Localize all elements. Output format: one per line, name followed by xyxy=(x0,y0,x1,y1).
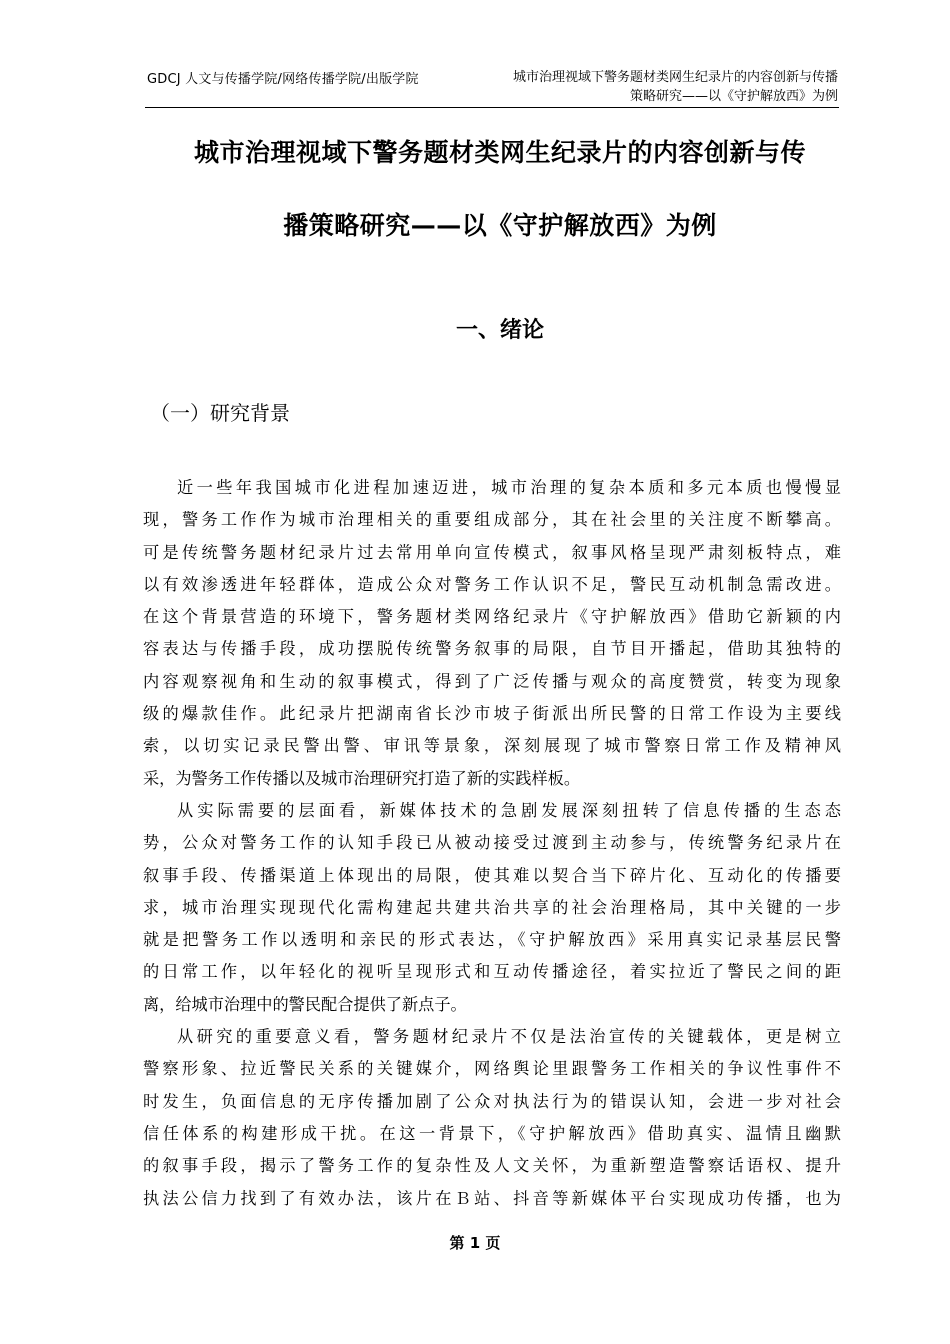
paragraph-line: 现，警务工作作为城市治理相关的重要组成部分，其在社会里的关注度不断攀高。 xyxy=(143,510,841,530)
header-divider xyxy=(145,107,839,108)
page-number: 第 1 页 xyxy=(449,1234,501,1252)
paragraph-line: 从研究的重要意义看，警务题材纪录片不仅是法治宣传的关键载体，更是树立 xyxy=(177,1027,841,1047)
paragraph-line: 离，给城市治理中的警民配合提供了新点子。 xyxy=(143,994,467,1014)
running-header-left: GDCJ 人文与传播学院/网络传播学院/出版学院 xyxy=(147,72,419,87)
body-text xyxy=(143,472,841,1215)
paragraph-line: 在这个背景营造的环境下，警务题材类网络纪录片《守护解放西》借助它新颖的内 xyxy=(143,607,841,627)
running-header-right-line1: 城市治理视域下警务题材类网生纪录片的内容创新与传播 xyxy=(512,70,838,85)
paragraph-line: 内容观察视角和生动的叙事模式，得到了广泛传播与观众的高度赞赏，转变为现象 xyxy=(143,671,841,691)
paragraph-line: 的叙事手段，揭示了警务工作的复杂性及人文关怀，为重新塑造警察话语权、提升 xyxy=(143,1156,841,1176)
paragraph xyxy=(143,795,841,1021)
running-header-right-line2: 策略研究——以《守护解放西》为例 xyxy=(629,89,838,104)
document-title-line2: 播策略研究——以《守护解放西》为例 xyxy=(283,211,717,240)
running-header-right xyxy=(470,68,838,106)
paragraph-line: 以有效渗透进年轻群体，造成公众对警务工作认识不足，警民互动机制急需改进。 xyxy=(143,574,841,594)
paragraph xyxy=(143,472,841,795)
paragraph-line: 从实际需要的层面看，新媒体技术的急剧发展深刻扭转了信息传播的生态态 xyxy=(177,800,841,820)
subsection-heading: （一）研究背景 xyxy=(150,401,290,425)
paragraph-line: 势，公众对警务工作的认知手段已从被动接受过渡到主动参与，传统警务纪录片在 xyxy=(143,833,841,853)
paragraph-line: 信任体系的构建形成干扰。在这一背景下，《守护解放西》借助真实、温情且幽默 xyxy=(143,1123,841,1143)
paragraph-line: 求，城市治理实现现代化需构建起共建共治共享的社会治理格局，其中关键的一步 xyxy=(143,897,841,917)
paragraph xyxy=(143,1021,841,1215)
paragraph-line: 执法公信力找到了有效办法，该片在Ｂ站、抖音等新媒体平台实现成功传播，也为 xyxy=(143,1188,841,1208)
paragraph-line: 就是把警务工作以透明和亲民的形式表达，《守护解放西》采用真实记录基层民警 xyxy=(143,930,841,950)
paragraph-line: 采，为警务工作传播以及城市治理研究打造了新的实践样板。 xyxy=(143,768,581,788)
paragraph-line: 叙事手段、传播渠道上体现出的局限，使其难以契合当下碎片化、互动化的传播要 xyxy=(143,865,841,885)
paragraph-line: 的日常工作，以年轻化的视听呈现形式和互动传播途径，着实拉近了警民之间的距 xyxy=(143,962,841,982)
paragraph-line: 近一些年我国城市化进程加速迈进，城市治理的复杂本质和多元本质也慢慢显 xyxy=(177,478,841,497)
paragraph-line: 时发生，负面信息的无序传播加剧了公众对执法行为的错误认知，会进一步对社会 xyxy=(143,1091,841,1111)
document-title-line1: 城市治理视域下警务题材类网生纪录片的内容创新与传 xyxy=(193,138,806,167)
paragraph-line: 索，以切实记录民警出警、审讯等景象，深刻展现了城市警察日常工作及精神风 xyxy=(143,736,841,756)
paragraph-line: 警察形象、拉近警民关系的关键媒介，网络舆论里跟警务工作相关的争议性事件不 xyxy=(143,1059,841,1079)
section-heading: 一、绪论 xyxy=(455,318,544,343)
paragraph-line: 级的爆款佳作。此纪录片把湖南省长沙市坡子街派出所民警的日常工作设为主要线 xyxy=(143,704,841,724)
paragraph-line: 可是传统警务题材纪录片过去常用单向宣传模式，叙事风格呈现严肃刻板特点，难 xyxy=(143,542,841,562)
paragraph-line: 容表达与传播手段，成功摆脱传统警务叙事的局限，自节目开播起，借助其独特的 xyxy=(143,639,841,659)
